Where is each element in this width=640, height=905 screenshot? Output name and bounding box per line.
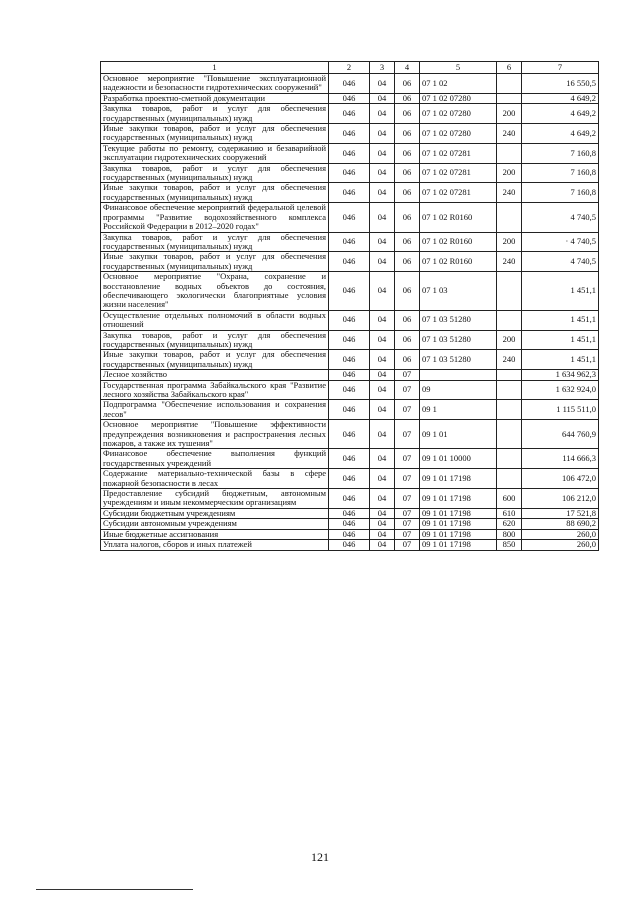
subsection-code-cell: 06 xyxy=(395,330,420,350)
amount-cell: 17 521,8 xyxy=(522,508,599,518)
table-row xyxy=(101,163,599,183)
item-name-cell: Подпрограмма "Обеспечение использования и сохранения лесов" xyxy=(101,400,329,420)
table-row xyxy=(101,330,599,350)
expense-type-cell xyxy=(497,143,522,163)
table-row xyxy=(101,529,599,539)
item-name-cell: Уплата налогов, сборов и иных платежей xyxy=(101,540,329,550)
subsection-code-cell: 07 xyxy=(395,380,420,400)
expense-type-cell xyxy=(497,93,522,103)
column-header: 3 xyxy=(370,62,395,74)
subsection-code-cell: 06 xyxy=(395,232,420,252)
item-name-cell: Иные закупки товаров, работ и услуг для обеспечения государственных (муниципальных) нужд xyxy=(101,183,329,203)
subsection-code-cell: 07 xyxy=(395,449,420,469)
department-code-cell: 046 xyxy=(329,93,370,103)
table-row xyxy=(101,93,599,103)
expense-type-cell: 240 xyxy=(497,124,522,144)
amount-cell: 1 451,1 xyxy=(522,272,599,311)
target-article-cell: 09 1 01 17198 xyxy=(420,469,497,489)
department-code-cell: 046 xyxy=(329,420,370,449)
item-name-cell: Предоставление субсидий бюджетным, автономным учреждениям и иным некоммерческим организациям xyxy=(101,489,329,509)
expense-type-cell: 800 xyxy=(497,529,522,539)
target-article-cell: 07 1 02 07280 xyxy=(420,104,497,124)
target-article-cell: 07 1 03 51280 xyxy=(420,330,497,350)
table-row xyxy=(101,143,599,163)
department-code-cell: 046 xyxy=(329,232,370,252)
table-row xyxy=(101,124,599,144)
department-code-cell: 046 xyxy=(329,529,370,539)
amount-cell: 106 212,0 xyxy=(522,489,599,509)
table-row xyxy=(101,203,599,232)
section-code-cell: 04 xyxy=(370,489,395,509)
target-article-cell: 09 1 01 17198 xyxy=(420,508,497,518)
table-row xyxy=(101,232,599,252)
column-header: 7 xyxy=(522,62,599,74)
section-code-cell: 04 xyxy=(370,380,395,400)
column-header: 4 xyxy=(395,62,420,74)
target-article-cell: 07 1 03 xyxy=(420,272,497,311)
subsection-code-cell: 06 xyxy=(395,272,420,311)
department-code-cell: 046 xyxy=(329,272,370,311)
section-code-cell: 04 xyxy=(370,350,395,370)
subsection-code-cell: 07 xyxy=(395,529,420,539)
subsection-code-cell: 06 xyxy=(395,350,420,370)
target-article-cell: 09 1 01 17198 xyxy=(420,529,497,539)
section-code-cell: 04 xyxy=(370,104,395,124)
section-code-cell: 04 xyxy=(370,183,395,203)
amount-cell: 7 160,8 xyxy=(522,143,599,163)
item-name-cell: Разработка проектно-сметной документации xyxy=(101,93,329,103)
item-name-cell: Субсидии бюджетным учреждениям xyxy=(101,508,329,518)
amount-cell: 4 740,5 xyxy=(522,203,599,232)
target-article-cell: 07 1 03 51280 xyxy=(420,310,497,330)
table-row xyxy=(101,540,599,550)
amount-cell: 260,0 xyxy=(522,540,599,550)
item-name-cell: Закупка товаров, работ и услуг для обеспечения государственных (муниципальных) нужд xyxy=(101,232,329,252)
department-code-cell: 046 xyxy=(329,350,370,370)
target-article-cell: 07 1 02 07281 xyxy=(420,163,497,183)
expense-type-cell: 850 xyxy=(497,540,522,550)
expense-type-cell xyxy=(497,310,522,330)
department-code-cell: 046 xyxy=(329,508,370,518)
table-header-row xyxy=(101,62,599,74)
department-code-cell: 046 xyxy=(329,540,370,550)
subsection-code-cell: 06 xyxy=(395,203,420,232)
amount-cell: 7 160,8 xyxy=(522,183,599,203)
amount-cell: 16 550,5 xyxy=(522,74,599,94)
expense-type-cell xyxy=(497,203,522,232)
department-code-cell: 046 xyxy=(329,370,370,380)
amount-cell: 4 649,2 xyxy=(522,104,599,124)
table-row xyxy=(101,420,599,449)
subsection-code-cell: 06 xyxy=(395,143,420,163)
department-code-cell: 046 xyxy=(329,380,370,400)
target-article-cell: 07 1 02 07281 xyxy=(420,183,497,203)
expense-type-cell: 200 xyxy=(497,232,522,252)
target-article-cell xyxy=(420,370,497,380)
expense-type-cell xyxy=(497,272,522,311)
section-code-cell: 04 xyxy=(370,508,395,518)
subsection-code-cell: 06 xyxy=(395,124,420,144)
footnote-divider xyxy=(36,889,193,890)
item-name-cell: Субсидии автономным учреждениям xyxy=(101,519,329,529)
table-row xyxy=(101,370,599,380)
expense-type-cell xyxy=(497,400,522,420)
expense-type-cell: 620 xyxy=(497,519,522,529)
subsection-code-cell: 06 xyxy=(395,93,420,103)
table-row xyxy=(101,449,599,469)
table-row xyxy=(101,400,599,420)
column-header: 5 xyxy=(420,62,497,74)
section-code-cell: 04 xyxy=(370,529,395,539)
table-row xyxy=(101,489,599,509)
department-code-cell: 046 xyxy=(329,400,370,420)
amount-cell: 1 115 511,0 xyxy=(522,400,599,420)
target-article-cell: 09 1 01 17198 xyxy=(420,519,497,529)
subsection-code-cell: 06 xyxy=(395,163,420,183)
item-name-cell: Закупка товаров, работ и услуг для обеспечения государственных (муниципальных) нужд xyxy=(101,104,329,124)
amount-cell: 1 451,1 xyxy=(522,350,599,370)
column-header: 6 xyxy=(497,62,522,74)
subsection-code-cell: 06 xyxy=(395,104,420,124)
expense-type-cell: 200 xyxy=(497,163,522,183)
target-article-cell: 09 1 01 10000 xyxy=(420,449,497,469)
department-code-cell: 046 xyxy=(329,104,370,124)
department-code-cell: 046 xyxy=(329,74,370,94)
target-article-cell: 09 1 01 17198 xyxy=(420,489,497,509)
section-code-cell: 04 xyxy=(370,540,395,550)
expense-type-cell: 600 xyxy=(497,489,522,509)
subsection-code-cell: 06 xyxy=(395,183,420,203)
column-header: 1 xyxy=(101,62,329,74)
table-body xyxy=(101,74,599,551)
section-code-cell: 04 xyxy=(370,232,395,252)
item-name-cell: Финансовое обеспечение выполнения функций государственных учреждений xyxy=(101,449,329,469)
target-article-cell: 07 1 02 07281 xyxy=(420,143,497,163)
section-code-cell: 04 xyxy=(370,330,395,350)
expense-type-cell xyxy=(497,469,522,489)
item-name-cell: Текущие работы по ремонту, содержанию и безаварийной эксплуатации гидротехнических сооружений xyxy=(101,143,329,163)
expense-type-cell: 200 xyxy=(497,104,522,124)
column-header: 2 xyxy=(329,62,370,74)
target-article-cell: 07 1 02 xyxy=(420,74,497,94)
subsection-code-cell: 07 xyxy=(395,519,420,529)
department-code-cell: 046 xyxy=(329,330,370,350)
item-name-cell: Основное мероприятие "Охрана, сохранение и восстановление водных объектов до состояния, обеспечивающего экологически благоприятные условия жизни населения" xyxy=(101,272,329,311)
expense-type-cell xyxy=(497,420,522,449)
section-code-cell: 04 xyxy=(370,93,395,103)
amount-cell: · 4 740,5 xyxy=(522,232,599,252)
section-code-cell: 04 xyxy=(370,163,395,183)
expense-type-cell: 240 xyxy=(497,252,522,272)
section-code-cell: 04 xyxy=(370,370,395,380)
subsection-code-cell: 07 xyxy=(395,469,420,489)
expense-type-cell: 610 xyxy=(497,508,522,518)
department-code-cell: 046 xyxy=(329,252,370,272)
subsection-code-cell: 07 xyxy=(395,508,420,518)
amount-cell: 1 634 962,3 xyxy=(522,370,599,380)
table-row xyxy=(101,519,599,529)
amount-cell: 1 632 924,0 xyxy=(522,380,599,400)
page-number: 121 xyxy=(311,850,329,864)
section-code-cell: 04 xyxy=(370,449,395,469)
subsection-code-cell: 07 xyxy=(395,540,420,550)
expense-type-cell: 240 xyxy=(497,350,522,370)
target-article-cell: 09 1 01 17198 xyxy=(420,540,497,550)
department-code-cell: 046 xyxy=(329,489,370,509)
section-code-cell: 04 xyxy=(370,252,395,272)
section-code-cell: 04 xyxy=(370,272,395,311)
table-row xyxy=(101,252,599,272)
subsection-code-cell: 06 xyxy=(395,310,420,330)
department-code-cell: 046 xyxy=(329,519,370,529)
section-code-cell: 04 xyxy=(370,469,395,489)
item-name-cell: Иные закупки товаров, работ и услуг для обеспечения государственных (муниципальных) нужд xyxy=(101,124,329,144)
item-name-cell: Основное мероприятие "Повышение эффективности предупреждения возникновения и распространения лесных пожаров, а также их тушения" xyxy=(101,420,329,449)
section-code-cell: 04 xyxy=(370,74,395,94)
department-code-cell: 046 xyxy=(329,449,370,469)
section-code-cell: 04 xyxy=(370,203,395,232)
target-article-cell: 07 1 02 R0160 xyxy=(420,203,497,232)
subsection-code-cell: 07 xyxy=(395,489,420,509)
target-article-cell: 09 1 01 xyxy=(420,420,497,449)
amount-cell: 1 451,1 xyxy=(522,310,599,330)
table-row xyxy=(101,183,599,203)
amount-cell: 114 666,3 xyxy=(522,449,599,469)
section-code-cell: 04 xyxy=(370,400,395,420)
department-code-cell: 046 xyxy=(329,143,370,163)
table-row xyxy=(101,380,599,400)
item-name-cell: Лесное хозяйство xyxy=(101,370,329,380)
item-name-cell: Основное мероприятие "Повышение эксплуатационной надежности и безопасности гидротехнических сооружений" xyxy=(101,74,329,94)
expense-type-cell xyxy=(497,74,522,94)
target-article-cell: 07 1 03 51280 xyxy=(420,350,497,370)
department-code-cell: 046 xyxy=(329,124,370,144)
target-article-cell: 07 1 02 R0160 xyxy=(420,232,497,252)
department-code-cell: 046 xyxy=(329,469,370,489)
expense-type-cell xyxy=(497,449,522,469)
item-name-cell: Иные бюджетные ассигнования xyxy=(101,529,329,539)
amount-cell: 7 160,8 xyxy=(522,163,599,183)
subsection-code-cell: 07 xyxy=(395,370,420,380)
target-article-cell: 07 1 02 07280 xyxy=(420,93,497,103)
section-code-cell: 04 xyxy=(370,124,395,144)
expense-type-cell: 200 xyxy=(497,330,522,350)
department-code-cell: 046 xyxy=(329,163,370,183)
subsection-code-cell: 06 xyxy=(395,74,420,94)
expense-type-cell xyxy=(497,370,522,380)
item-name-cell: Содержание материально-технической базы в сфере пожарной безопасности в лесах xyxy=(101,469,329,489)
item-name-cell: Финансовое обеспечение мероприятий федеральной целевой программы "Развитие водохозяйственного комплекса Российской Федерации в 2012–2020 годах" xyxy=(101,203,329,232)
section-code-cell: 04 xyxy=(370,420,395,449)
table-row xyxy=(101,74,599,94)
department-code-cell: 046 xyxy=(329,203,370,232)
budget-table xyxy=(100,61,599,551)
expense-type-cell: 240 xyxy=(497,183,522,203)
table-row xyxy=(101,272,599,311)
expense-type-cell xyxy=(497,380,522,400)
target-article-cell: 09 1 xyxy=(420,400,497,420)
subsection-code-cell: 06 xyxy=(395,252,420,272)
item-name-cell: Иные закупки товаров, работ и услуг для обеспечения государственных (муниципальных) нужд xyxy=(101,350,329,370)
table-row xyxy=(101,350,599,370)
amount-cell: 106 472,0 xyxy=(522,469,599,489)
amount-cell: 4 740,5 xyxy=(522,252,599,272)
target-article-cell: 09 xyxy=(420,380,497,400)
amount-cell: 4 649,2 xyxy=(522,124,599,144)
table-row xyxy=(101,469,599,489)
table-row xyxy=(101,508,599,518)
item-name-cell: Иные закупки товаров, работ и услуг для обеспечения государственных (муниципальных) нужд xyxy=(101,252,329,272)
subsection-code-cell: 07 xyxy=(395,400,420,420)
item-name-cell: Закупка товаров, работ и услуг для обеспечения государственных (муниципальных) нужд xyxy=(101,330,329,350)
table-row xyxy=(101,104,599,124)
subsection-code-cell: 07 xyxy=(395,420,420,449)
section-code-cell: 04 xyxy=(370,143,395,163)
department-code-cell: 046 xyxy=(329,310,370,330)
item-name-cell: Закупка товаров, работ и услуг для обеспечения государственных (муниципальных) нужд xyxy=(101,163,329,183)
amount-cell: 644 760,9 xyxy=(522,420,599,449)
item-name-cell: Осуществление отдельных полномочий в области водных отношений xyxy=(101,310,329,330)
target-article-cell: 07 1 02 R0160 xyxy=(420,252,497,272)
table-row xyxy=(101,310,599,330)
item-name-cell: Государственная программа Забайкальского края "Развитие лесного хозяйства Забайкальского края" xyxy=(101,380,329,400)
amount-cell: 88 690,2 xyxy=(522,519,599,529)
amount-cell: 260,0 xyxy=(522,529,599,539)
section-code-cell: 04 xyxy=(370,519,395,529)
amount-cell: 1 451,1 xyxy=(522,330,599,350)
amount-cell: 4 649,2 xyxy=(522,93,599,103)
target-article-cell: 07 1 02 07280 xyxy=(420,124,497,144)
department-code-cell: 046 xyxy=(329,183,370,203)
section-code-cell: 04 xyxy=(370,310,395,330)
